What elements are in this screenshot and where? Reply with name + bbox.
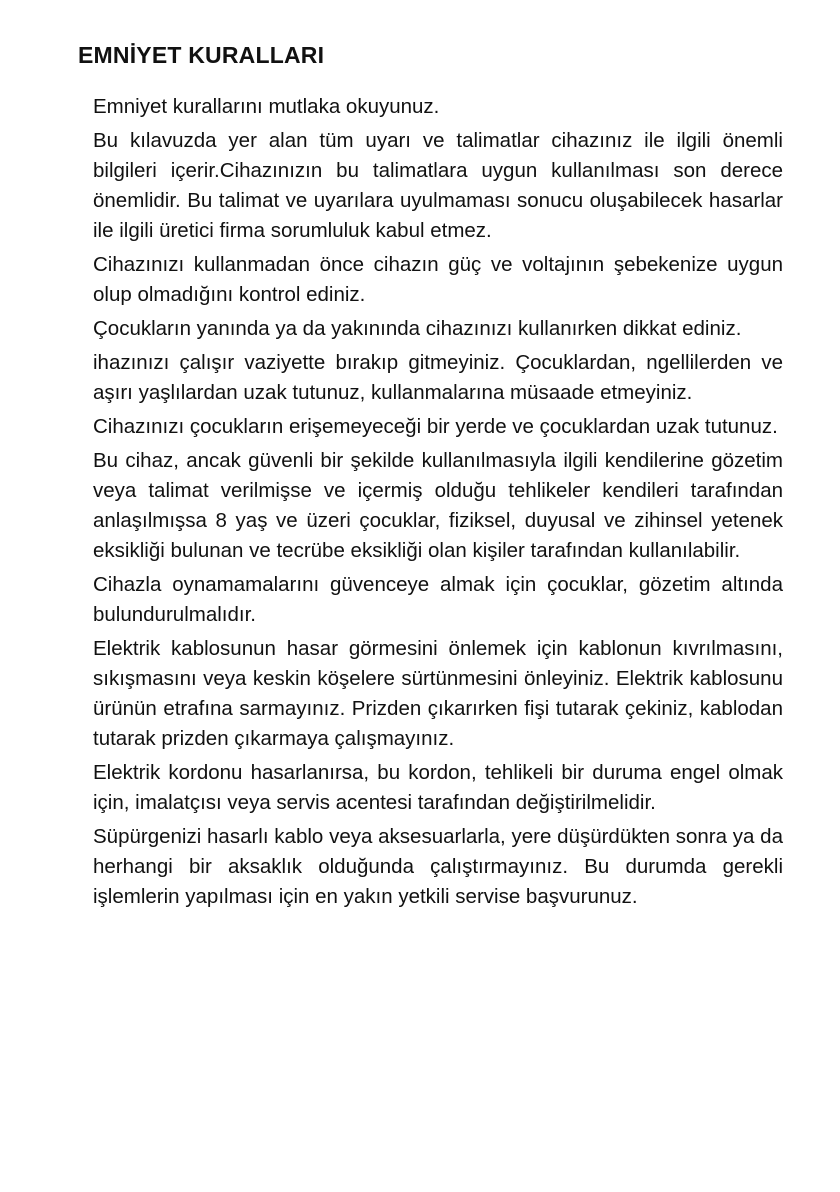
paragraph-keep-away: Cihazınızı çocukların erişemeyeceği bir yerde ve çocuklardan uzak tutunuz. [93, 415, 778, 438]
paragraph-intro: Emniyet kurallarını mutlaka okuyunuz. [93, 95, 440, 118]
paragraph-cord-replacement: Elektrik kordonu hasarlanırsa, bu kordon, tehlikeli bir duruma engel olmak için, imalatçısı veya servis acentesi tarafından değiştirilmelidir. [93, 761, 783, 814]
paragraph-children-caution: Çocukların yanında ya da yakınında cihazınızı kullanırken dikkat ediniz. [93, 317, 742, 340]
paragraph-manual-info: Bu kılavuzda yer alan tüm uyarı ve talimatlar cihazınız ile ilgili önemli bilgileri içerir.Cihazınızın bu talimatlara uygun kullanılması son derece önemlidir. Bu talimat ve uyarılara uyulmaması sonucu oluşabilecek hasarlar ile ilgili üretici firma sorumluluk kabul etmez. [93, 129, 783, 242]
paragraph-cable-care: Elektrik kablosunun hasar görmesini önlemek için kablonun kıvrılmasını, sıkışmasını veya keskin köşelere sürtünmesini önleyiniz. Elektrik kablosunu ürünün etrafına sarmayınız. Prizden çıkarırken fişi tutarak çekiniz, kablodan tutarak prizden çıkarmaya çalışmayınız. [93, 637, 783, 750]
paragraph-damaged-device: Süpürgenizi hasarlı kablo veya aksesuarlarla, yere düşürdükten sonra ya da herhangi bir aksaklık olduğunda çalıştırmayınız. Bu durumda gerekli işlemlerin yapılması için en yakın yetkili servise başvurunuz. [93, 825, 783, 908]
paragraph-no-play: Cihazla oynamamalarını güvenceye almak için çocuklar, gözetim altında bulundurulmalıdır. [93, 573, 783, 626]
safety-rules-body [93, 92, 783, 916]
paragraph-voltage-check: Cihazınızı kullanmadan önce cihazın güç ve voltajının şebekenize uygun olup olmadığını kontrol ediniz. [93, 253, 783, 306]
page-title: EMNİYET KURALLARI [78, 42, 325, 68]
paragraph-supervision: Bu cihaz, ancak güvenli bir şekilde kullanılmasıyla ilgili kendilerine gözetim veya talimat verilmişse ve içermiş olduğu tehlikeler kendileri tarafından anlaşılmışsa 8 yaş ve üzeri çocuklar, fiziksel, duyusal ve zihinsel yetenek eksikliği bulunan ve tecrübe eksikliği olan kişiler tarafından kullanılabilir. [93, 449, 783, 562]
paragraph-unattended: ihazınızı çalışır vaziyette bırakıp gitmeyiniz. Çocuklardan, ngellilerden ve aşırı yaşlılardan uzak tutunuz, kullanmalarına müsaade etmeyiniz. [93, 351, 783, 404]
